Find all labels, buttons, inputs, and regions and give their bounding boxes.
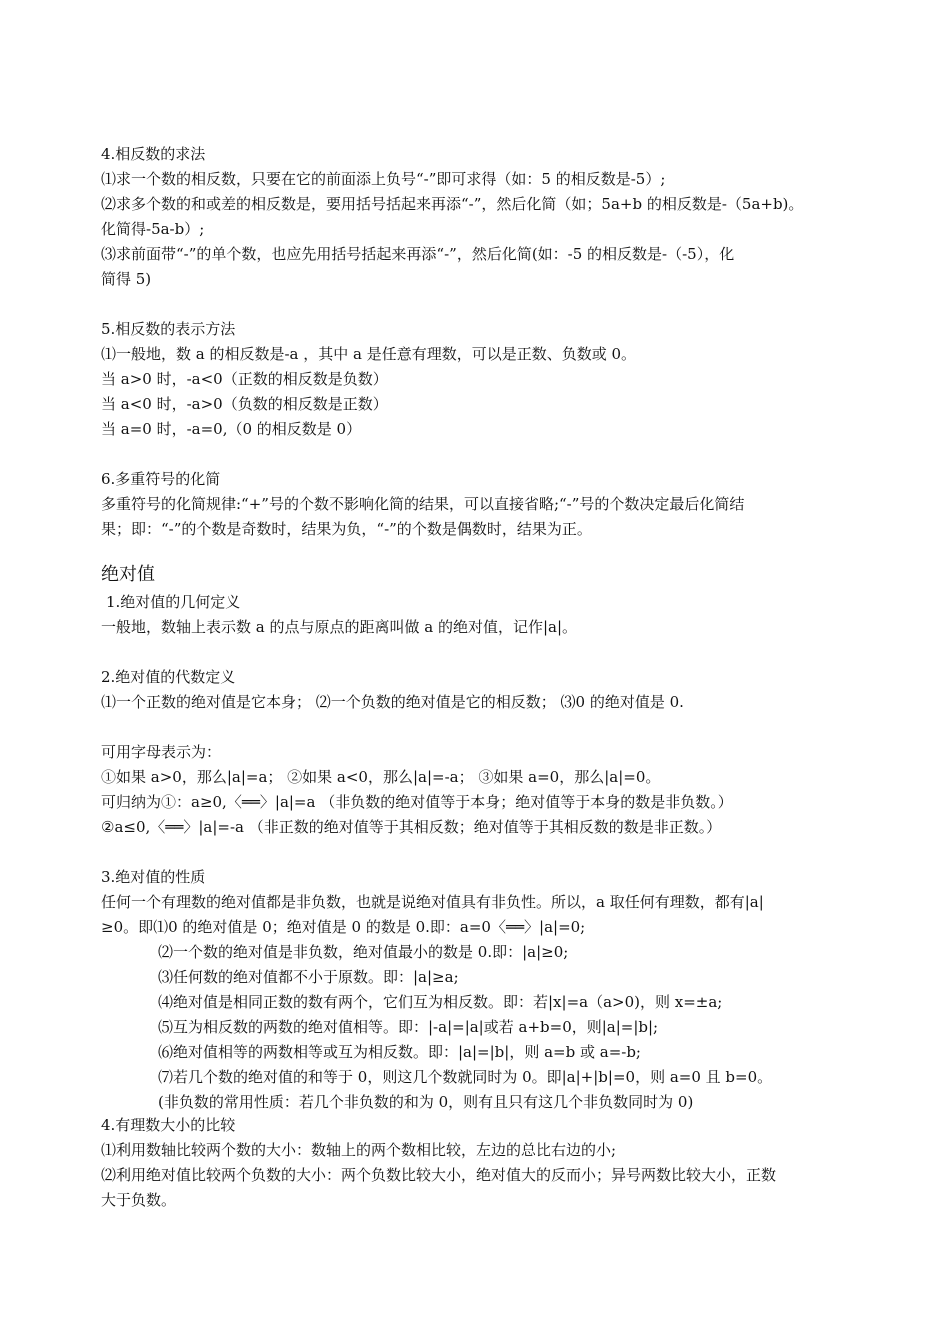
text-line: 多重符号的化简规律:“+”号的个数不影响化简的结果，可以直接省略;“-”号的个数决定最后化简结 [101, 495, 745, 513]
text-line: 当 a>0 时，-a<0（正数的相反数是负数） [101, 370, 388, 388]
text-line: ⑴利用数轴比较两个数的大小：数轴上的两个数相比较，左边的总比右边的小; [101, 1141, 617, 1159]
text-line: 当 a=0 时，-a=0,（0 的相反数是 0） [101, 420, 362, 438]
text-line: 可归纳为①：a≥0,〈══〉|a|=a （非负数的绝对值等于本身；绝对值等于本身的数是非负数。） [101, 793, 733, 811]
text-line: 一般地，数轴上表示数 a 的点与原点的距离叫做 a 的绝对值，记作|a|。 [101, 618, 578, 636]
section-heading-algebraic-definition: 2.绝对值的代数定义 [101, 668, 236, 686]
text-line: 大于负数。 [101, 1191, 177, 1209]
text-line: ⑴求一个数的相反数，只要在它的前面添上负号“-”即可求得（如：5 的相反数是-5）; [101, 170, 666, 188]
text-line: 果；即：“-”的个数是奇数时，结果为负，“-”的个数是偶数时，结果为正。 [101, 520, 592, 538]
text-line: ①如果 a>0，那么|a|=a； ②如果 a<0，那么|a|=-a； ③如果 a=0，那么|a|=0。 [101, 768, 661, 786]
text-line: ⑵求多个数的和或差的相反数是，要用括号括起来再添“-”，然后化简（如；5a+b 的相反数是-（5a+b)。 [101, 195, 804, 213]
property-item: ⑺若几个数的绝对值的和等于 0，则这几个数就同时为 0。即|a|+|b|=0，则 a=0 且 b=0。 [158, 1068, 773, 1086]
text-line: 任何一个有理数的绝对值都是非负数，也就是说绝对值具有非负性。所以，a 取任何有理数，都有|a| [101, 893, 764, 911]
text-line: ⑶求前面带“-”的单个数，也应先用括号括起来再添“-”，然后化简(如：-5 的相反数是-（-5），化 [101, 245, 735, 263]
section-heading-multiple-signs: 6.多重符号的化简 [101, 470, 221, 488]
property-item: ⑸互为相反数的两数的绝对值相等。即：|-a|=|a|或若 a+b=0，则|a|=|b|; [158, 1018, 659, 1036]
text-line: ⑴一般地，数 a 的相反数是-a ，其中 a 是任意有理数，可以是正数、负数或 0。 [101, 345, 637, 363]
text-line: 当 a<0 时，-a>0（负数的相反数是正数） [101, 395, 388, 413]
property-note: (非负数的常用性质：若几个非负数的和为 0，则有且只有这几个非负数同时为 0) [158, 1093, 694, 1111]
section-heading-geometric-definition: 1.绝对值的几何定义 [106, 593, 241, 611]
text-line: 简得 5) [101, 270, 152, 288]
property-item: ⑵一个数的绝对值是非负数，绝对值最小的数是 0.即：|a|≥0; [158, 943, 569, 961]
property-item: ⑹绝对值相等的两数相等或互为相反数。即：|a|=|b|，则 a=b 或 a=-b; [158, 1043, 641, 1061]
text-line: 可用字母表示为： [101, 743, 222, 761]
property-item: ⑷绝对值是相同正数的数有两个，它们互为相反数。即：若|x|=a（a>0)，则 x=±a; [158, 993, 723, 1011]
section-heading-compare: 4.有理数大小的比较 [101, 1116, 236, 1134]
section-heading-opposite-notation: 5.相反数的表示方法 [101, 320, 236, 338]
text-line: ⑴一个正数的绝对值是它本身； ⑵一个负数的绝对值是它的相反数； ⑶0 的绝对值是 0. [101, 693, 684, 711]
chapter-title-absolute-value: 绝对值 [101, 564, 155, 585]
property-item: ⑶任何数的绝对值都不小于原数。即：|a|≥a; [158, 968, 459, 986]
section-heading-properties: 3.绝对值的性质 [101, 868, 206, 886]
text-line: ②a≤0,〈══〉|a|=-a （非正数的绝对值等于其相反数；绝对值等于其相反数的数是非正数。） [101, 818, 722, 836]
text-line: ⑵利用绝对值比较两个负数的大小：两个负数比较大小，绝对值大的反而小；异号两数比较大小，正数 [101, 1166, 777, 1184]
section-heading-opposite-method: 4.相反数的求法 [101, 145, 206, 163]
text-line: ≥0。即⑴0 的绝对值是 0；绝对值是 0 的数是 0.即：a=0〈══〉|a|=0; [101, 918, 586, 936]
text-line: 化简得-5a-b）; [101, 220, 205, 238]
